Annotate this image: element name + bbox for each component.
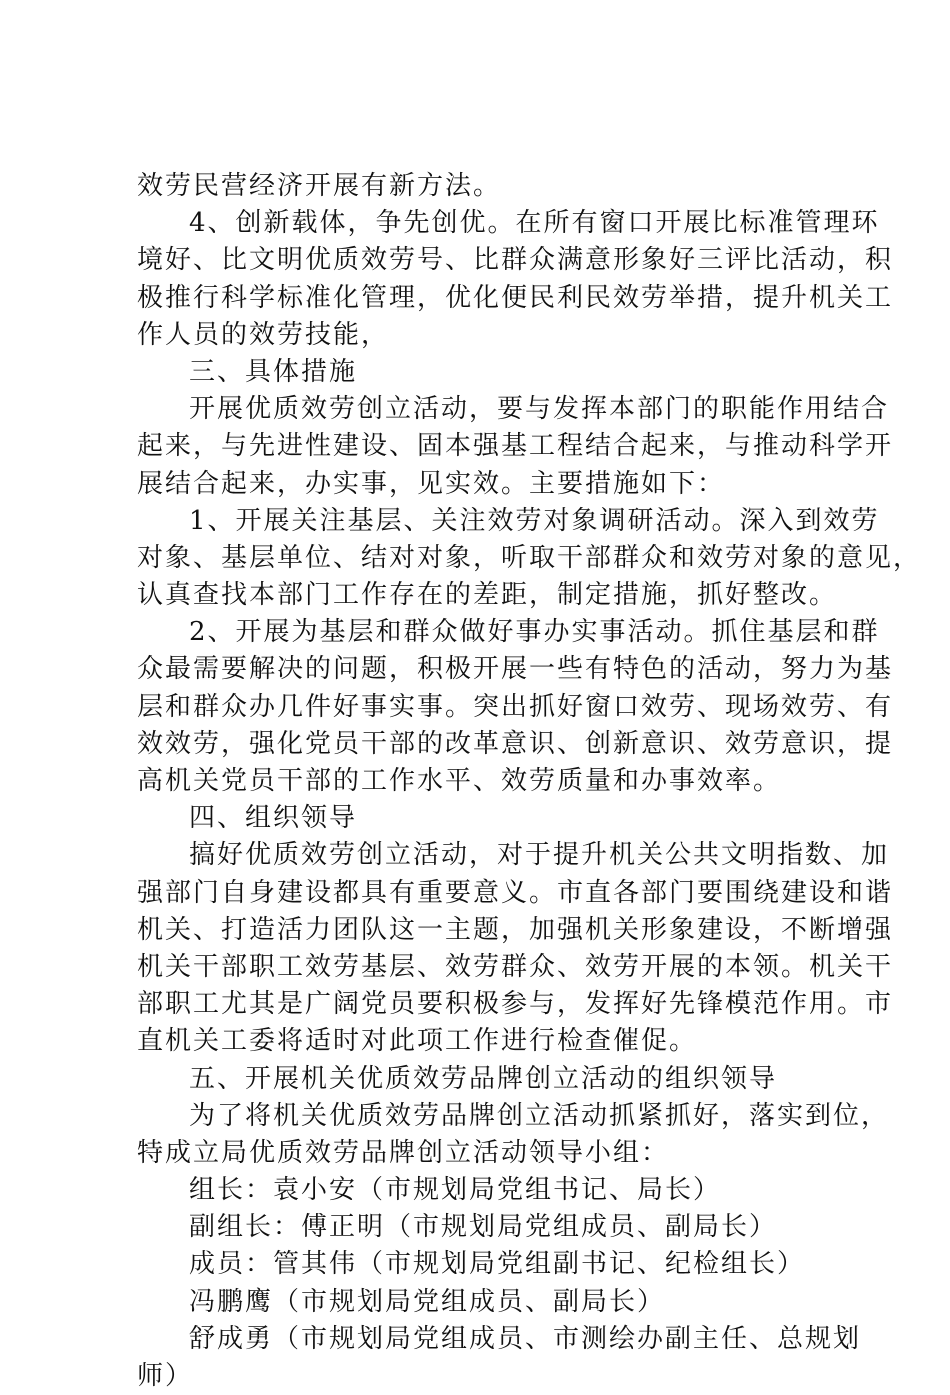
section-heading: 四、组织领导 [189,803,358,834]
section-heading: 五、开展机关优质效劳品牌创立活动的组织领导 [189,1063,778,1094]
member-line: 舒成勇（市规划局党组成员、市测绘办副主任、总规划 [189,1323,862,1354]
text-line: 直机关工委将适时对此项工作进行检查催促。 [137,1026,698,1057]
text-line: 强部门自身建设都具有重要意义。市直各部门要围绕建设和谐 [137,877,894,908]
text-line: 1、开展关注基层、关注效劳对象调研活动。深入到效劳 [189,505,880,536]
text-line: 搞好优质效劳创立活动，对于提升机关公共文明指数、加 [189,840,890,871]
text-line: 展结合起来，办实事，见实效。主要措施如下： [137,468,726,499]
member-line: 成员：管其伟（市规划局党组副书记、纪检组长） [189,1249,806,1280]
member-line: 组长：袁小安（市规划局党组书记、局长） [189,1175,722,1206]
text-line: 认真查找本部门工作存在的差距，制定措施，抓好整改。 [137,580,838,611]
text-line: 众最需要解决的问题，积极开展一些有特色的活动，努力为基 [137,654,894,685]
member-line: 冯鹏鹰（市规划局党组成员、副局长） [189,1286,666,1317]
text-line: 高机关党员干部的工作水平、效劳质量和办事效率。 [137,766,782,796]
text-line: 师） [137,1361,194,1391]
text-line: 开展优质效劳创立活动，要与发挥本部门的职能作用结合 [189,394,890,425]
document-body [137,168,922,1395]
text-line: 部职工尤其是广阔党员要积极参与，发挥好先锋模范作用。市 [137,989,894,1020]
text-line: 机关干部职工效劳基层、效劳群众、效劳开展的本领。机关干 [137,951,894,982]
text-line: 效效劳，强化党员干部的改革意识、创新意识、效劳意识，提 [137,728,894,759]
text-line: 对象、基层单位、结对对象，听取干部群众和效劳对象的意见， [137,542,922,573]
text-line: 层和群众办几件好事实事。突出抓好窗口效劳、现场效劳、有 [137,691,894,722]
text-line: 极推行科学标准化管理，优化便民利民效劳举措，提升机关工 [137,282,894,313]
text-line: 境好、比文明优质效劳号、比群众满意形象好三评比活动，积 [137,245,894,276]
member-line: 副组长：傅正明（市规划局党组成员、副局长） [189,1212,778,1243]
text-line: 为了将机关优质效劳品牌创立活动抓紧抓好，落实到位， [189,1100,890,1131]
text-line: 效劳民营经济开展有新方法。 [137,171,502,201]
text-line: 4、创新载体，争先创优。在所有窗口开展比标准管理环 [189,208,880,239]
section-heading: 三、具体措施 [189,356,358,387]
text-line: 2、开展为基层和群众做好事办实事活动。抓住基层和群 [189,617,880,648]
text-line: 作人员的效劳技能， [137,319,390,350]
text-line: 起来，与先进性建设、固本强基工程结合起来，与推动科学开 [137,431,894,462]
text-line: 特成立局优质效劳品牌创立活动领导小组： [137,1137,670,1168]
text-line: 机关、打造活力团队这一主题，加强机关形象建设，不断增强 [137,914,894,945]
